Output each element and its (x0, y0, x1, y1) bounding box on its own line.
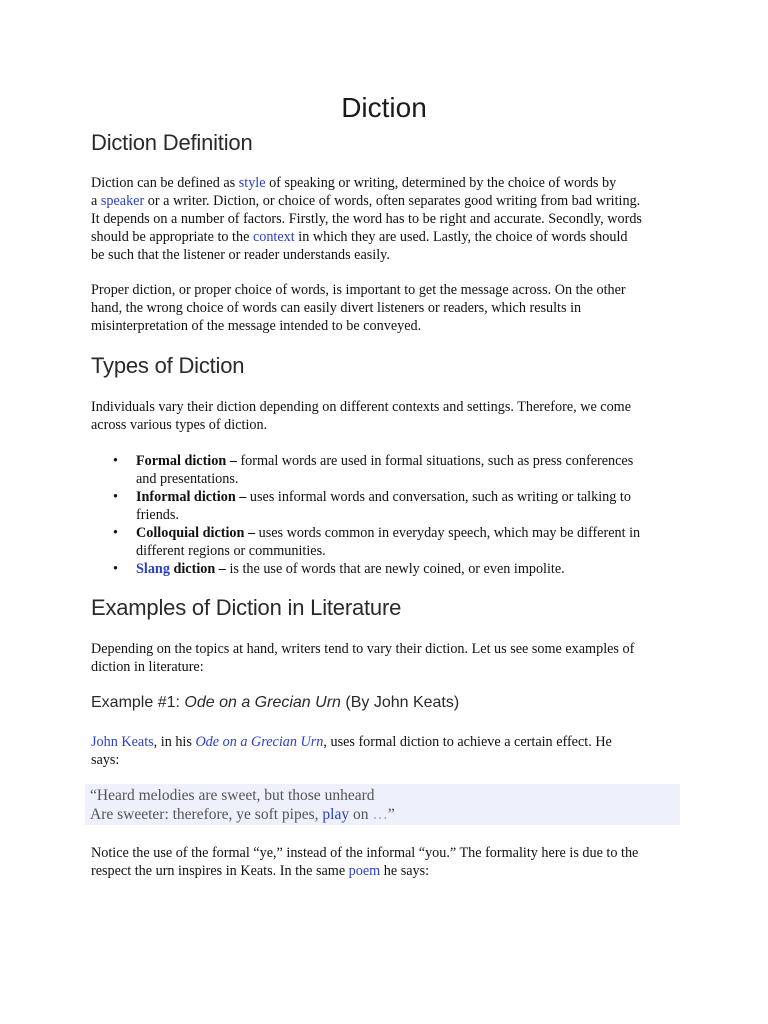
text: hand, the wrong choice of words can easily divert listeners or readers, which results in (91, 300, 582, 316)
list-item (91, 488, 681, 524)
list-item (91, 452, 681, 488)
text: diction in literature: (91, 659, 204, 675)
desc: different regions or communities. (136, 543, 326, 559)
bullet-icon: • (113, 489, 118, 505)
text: or a writer. Diction, or choice of words, often separates good writing from bad writing. (144, 193, 641, 209)
link-speaker[interactable]: speaker (100, 193, 145, 209)
work-title: Ode on a Grecian Urn (184, 694, 341, 711)
text: It depends on a number of factors. Firstly, the word has to be right and accurate. Secondly, words (91, 211, 642, 227)
list-item (91, 524, 681, 560)
desc: and presentations. (136, 471, 239, 487)
text: Proper diction, or proper choice of words, is important to get the message across. On the other (91, 282, 626, 298)
text: , uses formal diction to achieve a certain effect. He (323, 734, 612, 750)
ellipsis: … (372, 806, 388, 823)
text: Depending on the topics at hand, writers tend to vary their diction. Let us see some examples of (91, 641, 635, 657)
quote-line-2 (90, 805, 680, 824)
text: misinterpretation of the message intended to be conveyed. (91, 318, 422, 334)
bullet-icon: • (113, 525, 118, 541)
types-intro-paragraph (91, 398, 681, 434)
text: a (91, 193, 101, 209)
term: Colloquial diction – (136, 525, 256, 541)
text: ” (387, 806, 395, 823)
desc: uses words common in everyday speech, which may be different in (255, 525, 641, 541)
text: across various types of diction. (91, 417, 268, 433)
desc: friends. (136, 507, 179, 523)
text: Are sweeter: therefore, ye soft pipes, (90, 806, 323, 823)
examples-intro-paragraph (91, 640, 681, 676)
heading-example-1 (91, 694, 459, 712)
text: (By John Keats) (340, 694, 460, 711)
link-ode-on-a-grecian-urn[interactable] (195, 734, 323, 750)
link-slang[interactable]: Slang (136, 561, 170, 577)
term: Formal diction – (136, 453, 237, 469)
term: diction – (169, 561, 226, 577)
text: on (349, 806, 373, 823)
link-play[interactable]: play (322, 806, 350, 823)
term: Informal diction – (136, 489, 247, 505)
text: be such that the listener or reader understands easily. (91, 247, 390, 263)
text: in which they are used. Lastly, the choice of words should (294, 229, 628, 245)
text: Individuals vary their diction depending on different contexts and settings. Therefore, we come (91, 399, 632, 415)
desc: uses informal words and conversation, such as writing or talking to (246, 489, 631, 505)
link-poem[interactable]: poem (348, 863, 381, 879)
definition-paragraph-2 (91, 281, 681, 335)
heading-examples-of-diction: Examples of Diction in Literature (91, 595, 402, 620)
text: of speaking or writing, determined by the choice of words by (265, 175, 617, 191)
text: Diction can be defined as (91, 175, 239, 191)
example-1-after-paragraph (91, 844, 691, 880)
text: , in his (153, 734, 196, 750)
link-style[interactable]: style (238, 175, 266, 191)
diction-types-list (91, 452, 681, 578)
definition-paragraph-1 (91, 174, 681, 264)
text: should be appropriate to the (91, 229, 253, 245)
link-context[interactable]: context (252, 229, 295, 245)
bullet-icon: • (113, 561, 118, 577)
text: Example #1: (91, 694, 185, 711)
link-text: Ode on a Grecian Urn (195, 734, 324, 750)
link-john-keats[interactable]: John Keats (91, 734, 154, 750)
quote-line-1: “Heard melodies are sweet, but those unheard (90, 787, 375, 804)
desc: formal words are used in formal situations, such as press conferences (236, 453, 634, 469)
desc: is the use of words that are newly coined, or even impolite. (225, 561, 565, 577)
list-item (91, 560, 681, 578)
example-1-paragraph (91, 733, 681, 769)
bullet-icon: • (113, 453, 118, 469)
text: he says: (380, 863, 430, 879)
heading-diction-definition: Diction Definition (91, 130, 253, 155)
text: Notice the use of the formal “ye,” instead of the informal “you.” The formality here is due to the (91, 845, 639, 861)
text: respect the urn inspires in Keats. In the same (91, 863, 349, 879)
text: says: (91, 752, 120, 768)
block-quote (85, 784, 680, 825)
page-title: Diction (341, 92, 427, 123)
heading-types-of-diction: Types of Diction (91, 353, 245, 378)
